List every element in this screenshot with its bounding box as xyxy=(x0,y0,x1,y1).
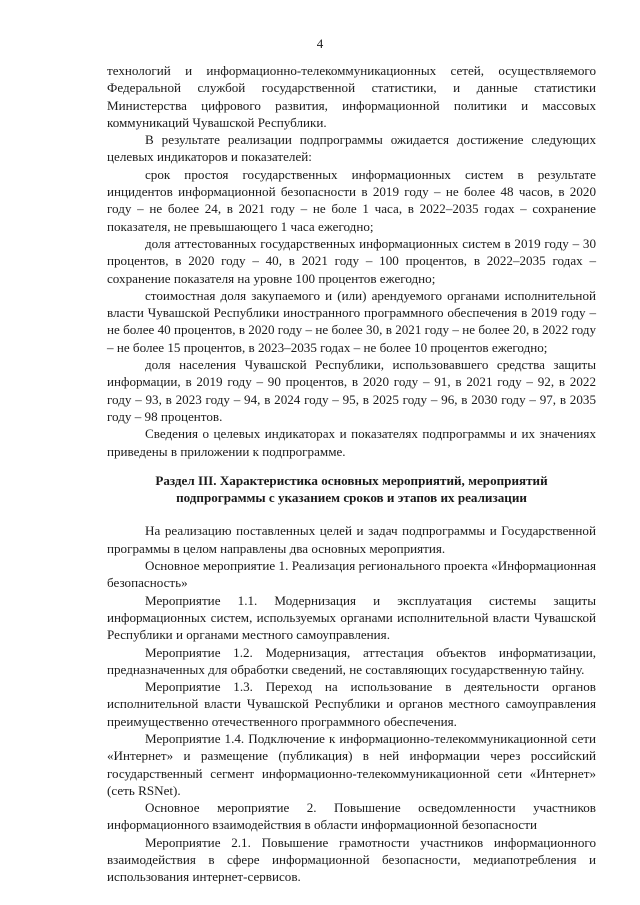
paragraph-indicator-foreign-software: стоимостная доля закупаемого и (или) арендуемого органами исполнительной власти Чувашской Республики иностранного программного обеспечения в 2019 году – не более 40 процентов, в 2020 году – не более 30, в 2021 году – не более 20, в 2022 году – не более 15 процентов, в 2023–2035 годах – не более 10 процентов ежегодно; xyxy=(107,287,596,355)
paragraph-indicators-appendix: Сведения о целевых индикаторах и показателях подпрограммы и их значениях приведены в приложении к подпрограмме. xyxy=(107,426,596,459)
paragraph-main-activities-intro: На реализацию поставленных целей и задач подпрограммы и Государственной программы в целом направлены два основных мероприятия. xyxy=(107,523,596,556)
paragraph-main-activity-1: Основное мероприятие 1. Реализация регионального проекта «Информационная безопасность» xyxy=(107,558,596,591)
paragraph-main-activity-2: Основное мероприятие 2. Повышение осведомленности участников информационного взаимодействия в области информационной безопасности xyxy=(107,800,596,833)
paragraph-continuation: технологий и информационно-телекоммуникационных сетей, осуществляемого Федеральной службой государственной статистики, и данные статистики Министерства цифрового развития, информационной политики и массовых коммуникаций Чувашской Республики. xyxy=(107,63,596,130)
section-heading: Раздел III. Характеристика основных мероприятий, мероприятий подпрограммы с указанием сроков и этапов их реализации xyxy=(155,472,548,506)
paragraph-indicator-attested-systems: доля аттестованных государственных информационных систем в 2019 году – 30 процентов, в 2020 году – 40, в 2021 году – 100 процентов, в 2022–2035 годах – сохранение показателя на уровне 100 процентов ежегодно; xyxy=(107,235,596,286)
paragraph-activity-1-3: Мероприятие 1.3. Переход на использование в деятельности органов исполнительной власти Чувашской Республики и органов местного самоуправления преимущественно отечественного программного обеспечения. xyxy=(107,679,596,729)
paragraph-activity-1-1: Мероприятие 1.1. Модернизация и эксплуатация системы защиты информационных систем, используемых органами исполнительной власти Чувашской Республики и органами местного самоуправления. xyxy=(107,592,596,643)
page-number: 4 xyxy=(316,36,324,51)
paragraph-expected-results: В результате реализации подпрограммы ожидается достижение следующих целевых индикаторов и показателей: xyxy=(107,132,596,165)
paragraph-activity-2-1: Мероприятие 2.1. Повышение грамотности участников информационного взаимодействия в сфере информационной безопасности, медиапотребления и использования интернет-сервисов. xyxy=(107,834,596,885)
paragraph-activity-1-4: Мероприятие 1.4. Подключение к информационно-телекоммуникационной сети «Интернет» и размещение (публикация) в ней информации через российский государственный сегмент информационно-телекоммуникационной сети «Интернет» (сеть RSNet). xyxy=(107,730,596,798)
paragraph-activity-1-2: Мероприятие 1.2. Модернизация, аттестация объектов информатизации, предназначенных для обработки сведений, не составляющих государственную тайну. xyxy=(107,644,596,677)
paragraph-indicator-downtime: срок простоя государственных информационных систем в результате инцидентов информационной безопасности в 2019 году – не более 48 часов, в 2020 году – не более 24, в 2021 году – не боле 1 часа, в 2022–2035 годах – сохранение показателя, не превышающего 1 часа ежегодно; xyxy=(107,166,596,234)
paragraph-indicator-population-protection: доля населения Чувашской Республики, использовавшего средства защиты информации, в 2019 году – 90 процентов, в 2020 году – 91, в 2021 году – 92, в 2022 году – 93, в 2023 году – 94, в 2024 году – 95, в 2025 году – 96, в 2030 году – 97, в 2035 году – 98 процентов. xyxy=(107,357,596,424)
